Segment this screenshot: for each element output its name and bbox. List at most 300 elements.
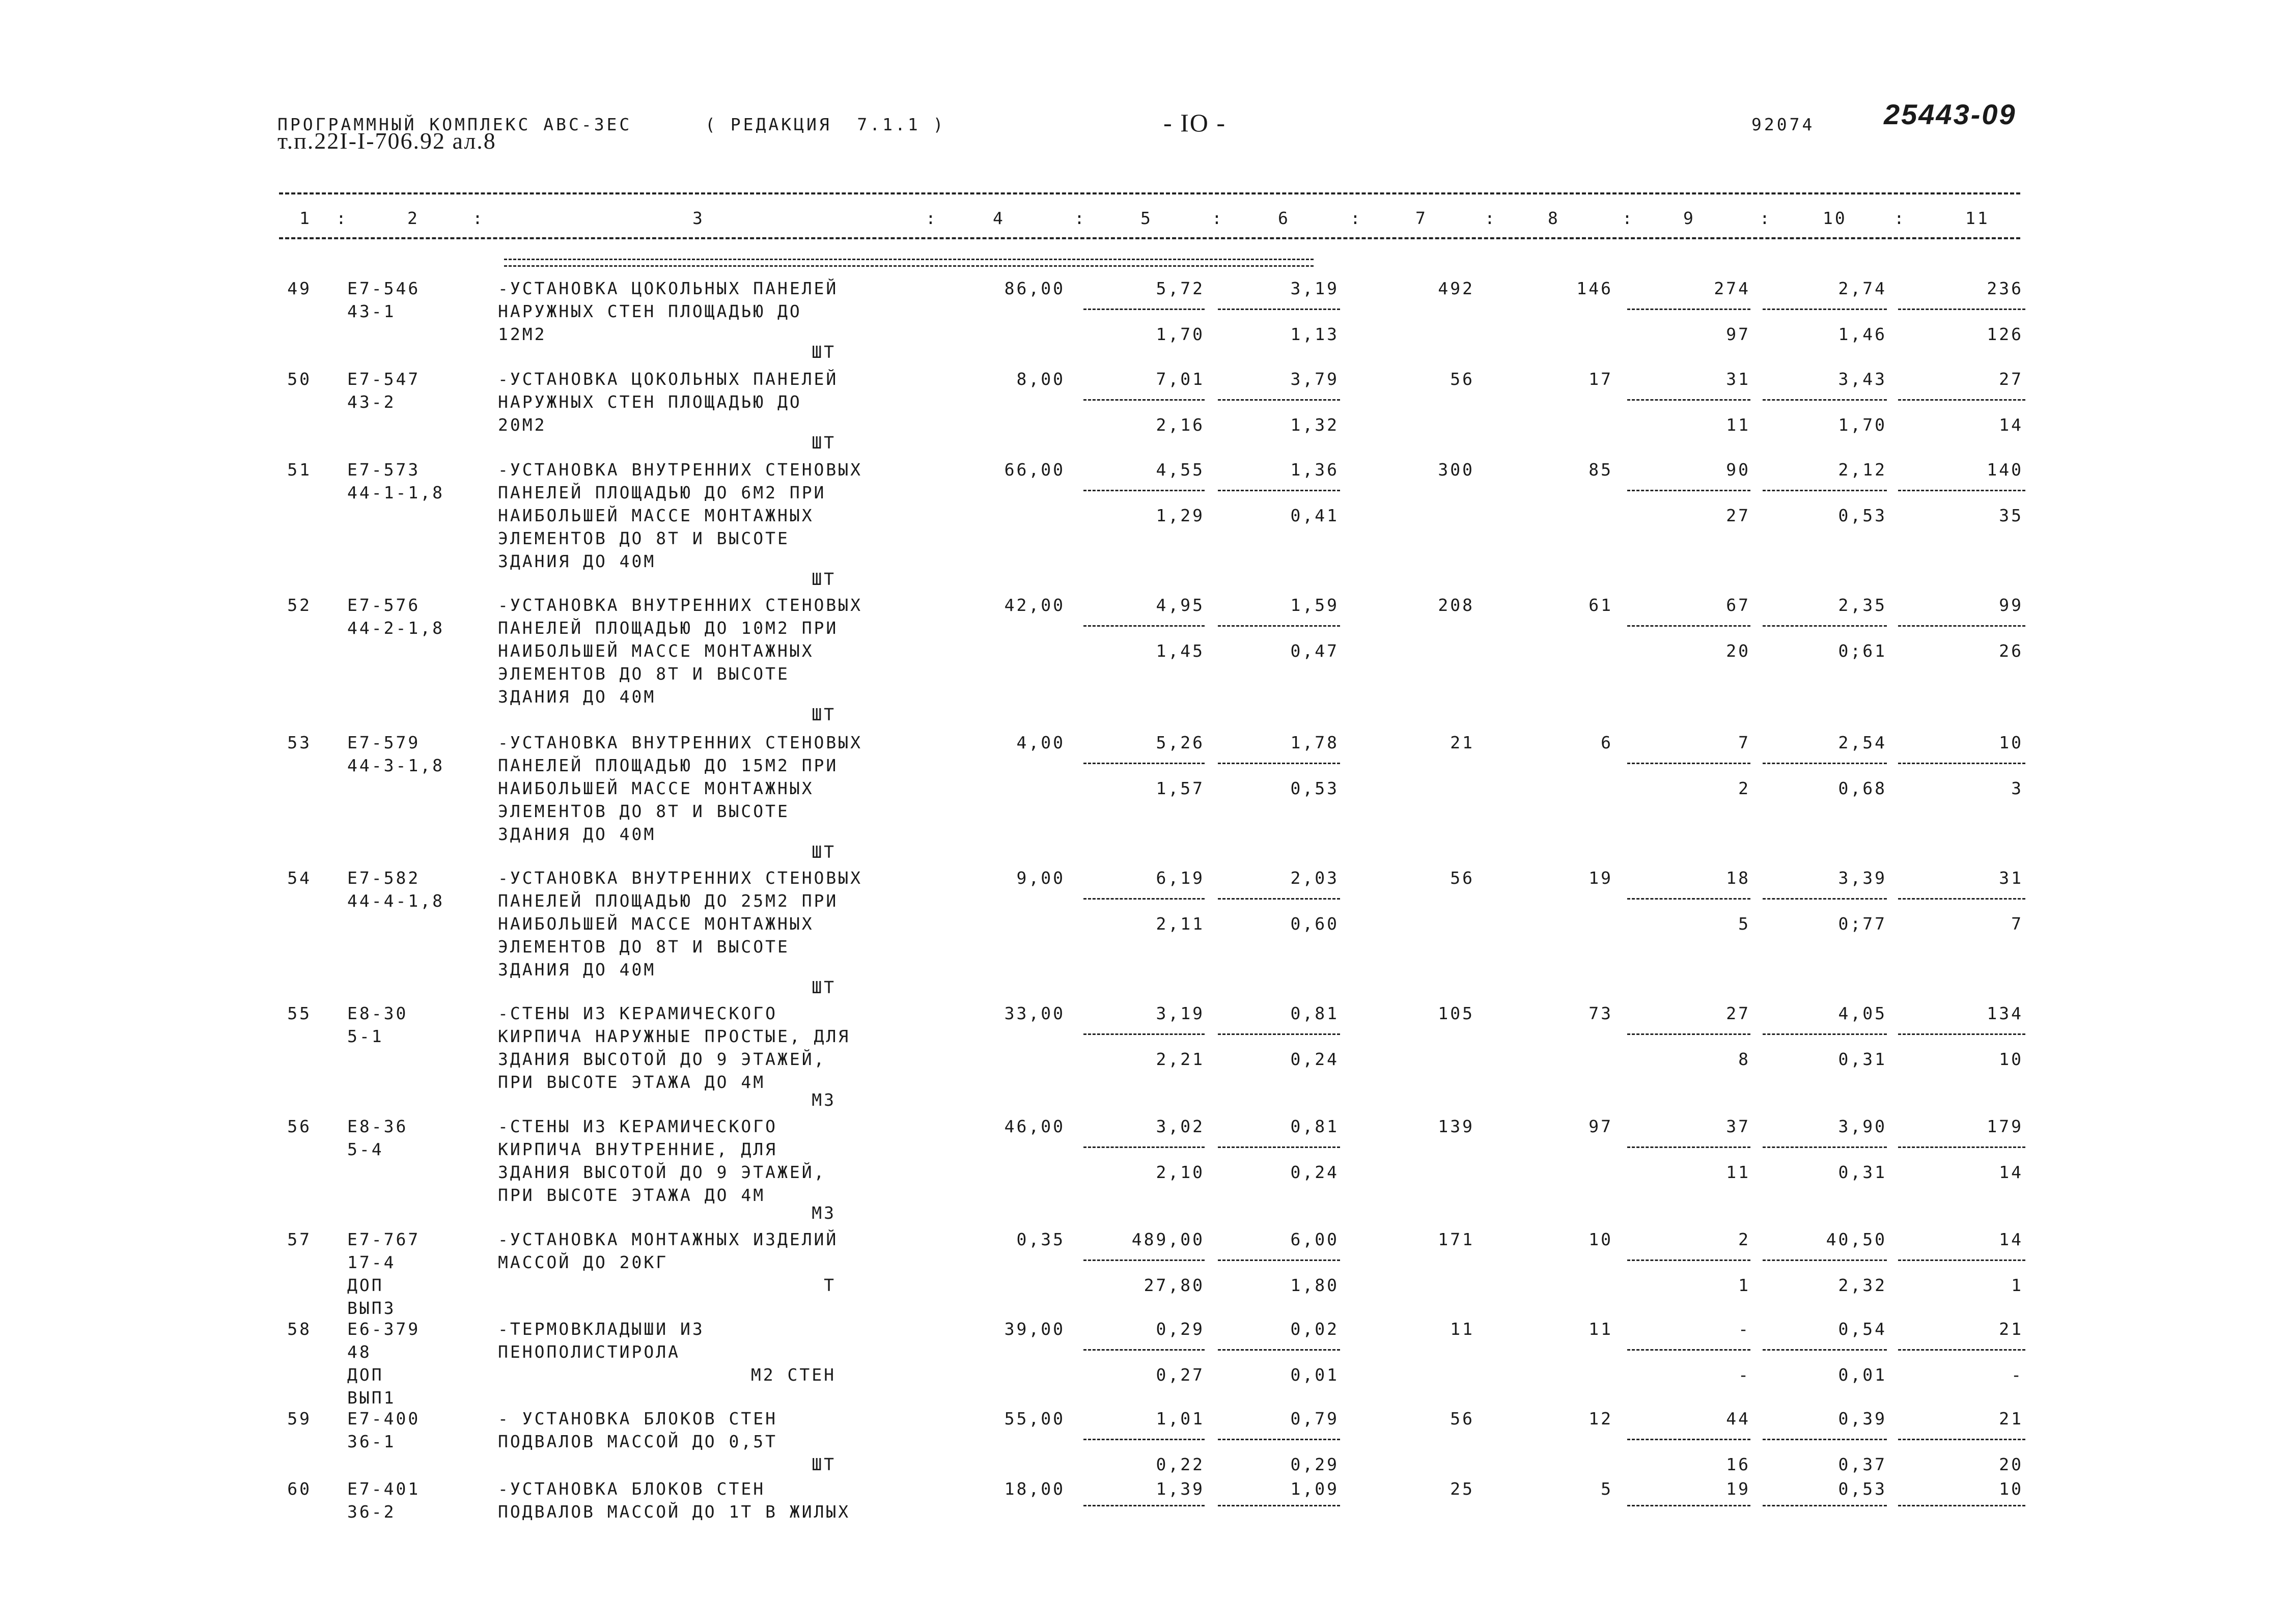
fraction-rule (1898, 763, 2025, 764)
value-c7: 11 (1450, 1319, 1474, 1339)
work-description: КИРПИЧА ВНУТРЕННИЕ, ДЛЯ (498, 1139, 777, 1159)
fraction-rule (1218, 1146, 1340, 1148)
quantity: 55,00 (1004, 1409, 1065, 1429)
work-description: ПЕНОПОЛИСТИРОЛА (498, 1342, 681, 1362)
rate-code: 43-1 (347, 301, 396, 321)
quantity: 42,00 (1004, 595, 1065, 615)
value-c5-top: 6,19 (1156, 868, 1205, 888)
column-number: 11 (1965, 208, 1990, 228)
fraction-rule (1898, 490, 2025, 491)
value-c11-bottom: 3 (2011, 778, 2023, 798)
fraction-rule (1763, 1349, 1887, 1351)
column-number: 7 (1415, 208, 1428, 228)
column-separator: : (1894, 208, 1906, 228)
value-c5-bottom: 2,11 (1156, 914, 1205, 934)
value-c6-bottom: 0,29 (1290, 1454, 1339, 1474)
unit-label: М3 (812, 1090, 836, 1110)
work-description: -ТЕРМОВКЛАДЫШИ ИЗ (498, 1319, 705, 1339)
value-c10-bottom: 0,01 (1838, 1365, 1887, 1385)
value-c10-bottom: 0,37 (1838, 1454, 1887, 1474)
fraction-rule (1763, 898, 1887, 900)
quantity: 46,00 (1004, 1116, 1065, 1136)
unit-label: М3 (812, 1203, 836, 1223)
fraction-rule (1763, 1259, 1887, 1261)
rate-code: Е7-767 (347, 1229, 421, 1249)
value-c10-top: 3,43 (1838, 369, 1887, 389)
value-c6-top: 3,79 (1290, 369, 1339, 389)
value-c11-bottom: 20 (1999, 1454, 2023, 1474)
value-c9-top: 90 (1726, 460, 1750, 480)
fraction-rule (1627, 1033, 1750, 1035)
value-c6-top: 0,02 (1290, 1319, 1339, 1339)
fraction-rule (1083, 763, 1205, 764)
work-description: -УСТАНОВКА ВНУТРЕННИХ СТЕНОВЫХ (498, 733, 863, 752)
value-c10-bottom: 0,31 (1838, 1049, 1887, 1069)
unit-label: ШТ (812, 842, 836, 862)
fraction-rule (1898, 898, 2025, 900)
work-description: ЗДАНИЯ ДО 40М (498, 551, 656, 571)
column-number: 9 (1683, 208, 1695, 228)
rate-code: 44-4-1,8 (347, 891, 444, 911)
value-c9-top: 27 (1726, 1003, 1750, 1023)
value-c8: 61 (1589, 595, 1613, 615)
value-c10-top: 3,39 (1838, 868, 1887, 888)
value-c9-bottom: - (1738, 1365, 1750, 1385)
value-c9-top: 18 (1726, 868, 1750, 888)
work-description: ЗДАНИЯ ДО 40М (498, 824, 656, 844)
quantity: 39,00 (1004, 1319, 1065, 1339)
value-c5-bottom: 0,22 (1156, 1454, 1205, 1474)
quantity: 4,00 (1016, 733, 1065, 752)
value-c11-top: 27 (1999, 369, 2023, 389)
value-c6-top: 6,00 (1290, 1229, 1339, 1249)
value-c11-top: 140 (1987, 460, 2023, 480)
value-c5-top: 5,72 (1156, 278, 1205, 298)
unit-label: М2 СТЕН (750, 1365, 836, 1385)
fraction-rule (1083, 898, 1205, 900)
rate-code: 44-2-1,8 (347, 618, 444, 638)
value-c8: 73 (1589, 1003, 1613, 1023)
fraction-rule (1763, 763, 1887, 764)
work-description: ЭЛЕМЕНТОВ ДО 8Т И ВЫСОТЕ (498, 801, 790, 821)
work-description: ПОДВАЛОВ МАССОЙ ДО 0,5Т (498, 1432, 777, 1451)
fraction-rule (1898, 1033, 2025, 1035)
rate-code: 43-2 (347, 392, 396, 412)
work-description: ЗДАНИЯ ВЫСОТОЙ ДО 9 ЭТАЖЕЙ, (498, 1049, 826, 1069)
work-description: ЗДАНИЯ ДО 40М (498, 687, 656, 707)
row-number: 55 (287, 1003, 312, 1023)
value-c6-top: 1,09 (1290, 1479, 1339, 1499)
fraction-rule (1763, 1146, 1887, 1148)
value-c9-top: - (1738, 1319, 1750, 1339)
quantity: 33,00 (1004, 1003, 1065, 1023)
value-c8: 6 (1601, 733, 1613, 752)
rate-code: Е7-582 (347, 868, 421, 888)
fraction-rule (1763, 309, 1887, 310)
column-number: 3 (692, 208, 705, 228)
fraction-rule (1763, 1033, 1887, 1035)
value-c11-bottom: 14 (1999, 1162, 2023, 1182)
unit-label: ШТ (812, 342, 836, 362)
value-c10-top: 4,05 (1838, 1003, 1887, 1023)
program-title: ПРОГРАММНЫЙ КОМПЛЕКС АВС-ЗЕС (277, 115, 632, 134)
work-description: ЗДАНИЯ ДО 40М (498, 960, 656, 979)
section-divider (504, 259, 1314, 267)
unit-label: ШТ (812, 433, 836, 453)
rate-code: Е7-400 (347, 1409, 421, 1429)
rate-code: Е8-36 (347, 1116, 408, 1136)
value-c5-bottom: 1,45 (1156, 641, 1205, 661)
value-c6-bottom: 1,13 (1290, 324, 1339, 344)
value-c10-bottom: 2,32 (1838, 1275, 1887, 1295)
fraction-rule (1083, 309, 1205, 310)
rate-code: 44-1-1,8 (347, 483, 444, 502)
work-description: НАИБОЛЬШЕЙ МАССЕ МОНТАЖНЫХ (498, 914, 814, 934)
value-c11-bottom: 26 (1999, 641, 2023, 661)
fraction-rule (1898, 1349, 2025, 1351)
work-description: -УСТАНОВКА ВНУТРЕННИХ СТЕНОВЫХ (498, 868, 863, 888)
value-c8: 97 (1589, 1116, 1613, 1136)
value-c10-top: 2,12 (1838, 460, 1887, 480)
value-c10-bottom: 0;77 (1838, 914, 1887, 934)
value-c9-bottom: 1 (1738, 1275, 1750, 1295)
value-c7: 208 (1438, 595, 1474, 615)
value-c11-top: 134 (1987, 1003, 2023, 1023)
work-description: 20М2 (498, 415, 547, 435)
value-c5-top: 3,02 (1156, 1116, 1205, 1136)
value-c7: 171 (1438, 1229, 1474, 1249)
work-description: ЗДАНИЯ ВЫСОТОЙ ДО 9 ЭТАЖЕЙ, (498, 1162, 826, 1182)
quantity: 86,00 (1004, 278, 1065, 298)
value-c9-top: 31 (1726, 369, 1750, 389)
work-description: НАИБОЛЬШЕЙ МАССЕ МОНТАЖНЫХ (498, 778, 814, 798)
rate-code: Е7-547 (347, 369, 421, 389)
column-number: 2 (407, 208, 420, 228)
value-c10-top: 0,53 (1838, 1479, 1887, 1499)
column-separator: : (1760, 208, 1772, 228)
fraction-rule (1627, 1349, 1750, 1351)
row-number: 49 (287, 278, 312, 298)
work-description: -УСТАНОВКА МОНТАЖНЫХ ИЗДЕЛИЙ (498, 1229, 839, 1249)
value-c11-bottom: 35 (1999, 506, 2023, 525)
column-separator: : (1622, 208, 1634, 228)
work-description: - УСТАНОВКА БЛОКОВ СТЕН (498, 1409, 777, 1429)
row-number: 58 (287, 1319, 312, 1339)
fraction-rule (1627, 1439, 1750, 1440)
fraction-rule (1627, 309, 1750, 310)
value-c6-top: 1,36 (1290, 460, 1339, 480)
work-description: МАССОЙ ДО 20КГ (498, 1252, 668, 1272)
row-number: 60 (287, 1479, 312, 1499)
fraction-rule (1083, 1033, 1205, 1035)
value-c10-top: 2,54 (1838, 733, 1887, 752)
fraction-rule (1763, 1505, 1887, 1506)
work-description: -СТЕНЫ ИЗ КЕРАМИЧЕСКОГО (498, 1003, 777, 1023)
column-number: 4 (993, 208, 1005, 228)
fraction-rule (1218, 1439, 1340, 1440)
value-c8: 11 (1589, 1319, 1613, 1339)
page-number: - IO - (1163, 108, 1227, 137)
rate-code: ВЫП3 (347, 1298, 396, 1318)
value-c11-top: 99 (1999, 595, 2023, 615)
quantity: 18,00 (1004, 1479, 1065, 1499)
fraction-rule (1083, 399, 1205, 401)
fraction-rule (1627, 898, 1750, 900)
fraction-rule (1763, 399, 1887, 401)
row-number: 57 (287, 1229, 312, 1249)
work-description: ЭЛЕМЕНТОВ ДО 8Т И ВЫСОТЕ (498, 664, 790, 684)
work-description: ПАНЕЛЕЙ ПЛОЩАДЬЮ ДО 25М2 ПРИ (498, 891, 839, 911)
value-c6-bottom: 0,24 (1290, 1049, 1339, 1069)
value-c5-bottom: 2,21 (1156, 1049, 1205, 1069)
value-c11-bottom: 1 (2011, 1275, 2023, 1295)
album-reference: т.п.22I-I-706.92 ал.8 (277, 128, 496, 154)
value-c9-bottom: 11 (1726, 1162, 1750, 1182)
value-c10-bottom: 0;61 (1838, 641, 1887, 661)
fraction-rule (1627, 1505, 1750, 1506)
rate-code: Е7-576 (347, 595, 421, 615)
value-c9-bottom: 5 (1738, 914, 1750, 934)
value-c11-bottom: 10 (1999, 1049, 2023, 1069)
value-c5-top: 3,19 (1156, 1003, 1205, 1023)
value-c6-top: 2,03 (1290, 868, 1339, 888)
column-separator: : (336, 208, 348, 228)
fraction-rule (1218, 490, 1340, 491)
fraction-rule (1218, 1033, 1340, 1035)
value-c10-top: 0,54 (1838, 1319, 1887, 1339)
column-number: 6 (1278, 208, 1290, 228)
unit-label: ШТ (812, 705, 836, 724)
rate-code: 5-1 (347, 1026, 384, 1046)
fraction-rule (1627, 1259, 1750, 1261)
value-c11-top: 179 (1987, 1116, 2023, 1136)
column-separator: : (1212, 208, 1224, 228)
value-c6-top: 0,81 (1290, 1003, 1339, 1023)
fraction-rule (1627, 763, 1750, 764)
value-c5-bottom: 27,80 (1144, 1275, 1205, 1295)
value-c6-bottom: 1,80 (1290, 1275, 1339, 1295)
rate-code: 44-3-1,8 (347, 755, 444, 775)
fraction-rule (1083, 625, 1205, 627)
value-c7: 56 (1450, 1409, 1474, 1429)
quantity: 9,00 (1016, 868, 1065, 888)
value-c9-bottom: 27 (1726, 506, 1750, 525)
work-description: НАРУЖНЫХ СТЕН ПЛОЩАДЬЮ ДО (498, 392, 802, 412)
rate-code: ВЫП1 (347, 1388, 396, 1408)
fraction-rule (1898, 309, 2025, 310)
value-c5-bottom: 1,57 (1156, 778, 1205, 798)
work-description: ПРИ ВЫСОТЕ ЭТАЖА ДО 4М (498, 1185, 766, 1205)
fraction-rule (1898, 1259, 2025, 1261)
value-c7: 25 (1450, 1479, 1474, 1499)
value-c6-bottom: 0,24 (1290, 1162, 1339, 1182)
value-c11-top: 10 (1999, 733, 2023, 752)
fraction-rule (1083, 1439, 1205, 1440)
value-c11-bottom: 14 (1999, 415, 2023, 435)
rate-code: Е6-379 (347, 1319, 421, 1339)
rate-code: Е7-401 (347, 1479, 421, 1499)
work-description: ПАНЕЛЕЙ ПЛОЩАДЬЮ ДО 10М2 ПРИ (498, 618, 839, 638)
value-c10-bottom: 1,46 (1838, 324, 1887, 344)
column-separator: : (1485, 208, 1497, 228)
work-description: ПАНЕЛЕЙ ПЛОЩАДЬЮ ДО 15М2 ПРИ (498, 755, 839, 775)
value-c5-top: 1,01 (1156, 1409, 1205, 1429)
rate-code: 48 (347, 1342, 372, 1362)
value-c9-top: 2 (1738, 1229, 1750, 1249)
value-c5-top: 4,55 (1156, 460, 1205, 480)
fraction-rule (1898, 625, 2025, 627)
value-c10-top: 40,50 (1826, 1229, 1887, 1249)
fraction-rule (1218, 309, 1340, 310)
unit-label: ШТ (812, 977, 836, 997)
value-c11-bottom: 126 (1987, 324, 2023, 344)
work-description: 12М2 (498, 324, 547, 344)
rate-code: 36-1 (347, 1432, 396, 1451)
row-number: 50 (287, 369, 312, 389)
fraction-rule (1763, 1439, 1887, 1440)
column-number: 10 (1823, 208, 1847, 228)
fraction-rule (1898, 399, 2025, 401)
rate-code: Е7-579 (347, 733, 421, 752)
quantity: 8,00 (1016, 369, 1065, 389)
fraction-rule (1898, 1505, 2025, 1506)
work-description: НАИБОЛЬШЕЙ МАССЕ МОНТАЖНЫХ (498, 641, 814, 661)
fraction-rule (1218, 763, 1340, 764)
rate-code: 36-2 (347, 1502, 396, 1522)
row-number: 54 (287, 868, 312, 888)
value-c5-bottom: 0,27 (1156, 1365, 1205, 1385)
value-c9-top: 44 (1726, 1409, 1750, 1429)
unit-label: ШТ (812, 1454, 836, 1474)
value-c10-bottom: 0,31 (1838, 1162, 1887, 1182)
fraction-rule (1083, 1146, 1205, 1148)
fraction-rule (1218, 1505, 1340, 1506)
value-c6-bottom: 0,53 (1290, 778, 1339, 798)
column-number: 8 (1548, 208, 1560, 228)
value-c10-top: 2,35 (1838, 595, 1887, 615)
quantity: 66,00 (1004, 460, 1065, 480)
value-c8: 17 (1589, 369, 1613, 389)
value-c10-bottom: 0,68 (1838, 778, 1887, 798)
rate-code: 17-4 (347, 1252, 396, 1272)
rate-code: ДОП (347, 1365, 384, 1385)
work-description: -УСТАНОВКА ВНУТРЕННИХ СТЕНОВЫХ (498, 595, 863, 615)
work-description: -СТЕНЫ ИЗ КЕРАМИЧЕСКОГО (498, 1116, 777, 1136)
fraction-rule (1218, 898, 1340, 900)
fraction-rule (1083, 490, 1205, 491)
row-number: 56 (287, 1116, 312, 1136)
value-c5-top: 7,01 (1156, 369, 1205, 389)
value-c6-bottom: 1,32 (1290, 415, 1339, 435)
work-description: ПРИ ВЫСОТЕ ЭТАЖА ДО 4М (498, 1072, 766, 1092)
value-c9-top: 19 (1726, 1479, 1750, 1499)
value-c8: 5 (1601, 1479, 1613, 1499)
value-c9-top: 37 (1726, 1116, 1750, 1136)
fraction-rule (1627, 399, 1750, 401)
row-number: 53 (287, 733, 312, 752)
work-description: -УСТАНОВКА ЦОКОЛЬНЫХ ПАНЕЛЕЙ (498, 369, 839, 389)
value-c7: 492 (1438, 278, 1474, 298)
rate-code: Е7-573 (347, 460, 421, 480)
value-c7: 105 (1438, 1003, 1474, 1023)
fraction-rule (1627, 625, 1750, 627)
value-c5-top: 489,00 (1131, 1229, 1205, 1249)
value-c5-top: 5,26 (1156, 733, 1205, 752)
header-rule-bottom (279, 237, 2020, 239)
value-c7: 56 (1450, 868, 1474, 888)
value-c10-top: 2,74 (1838, 278, 1887, 298)
work-description: НАРУЖНЫХ СТЕН ПЛОЩАДЬЮ ДО (498, 301, 802, 321)
value-c6-bottom: 0,60 (1290, 914, 1339, 934)
work-description: ПАНЕЛЕЙ ПЛОЩАДЬЮ ДО 6М2 ПРИ (498, 483, 826, 502)
fraction-rule (1218, 399, 1340, 401)
value-c6-top: 0,81 (1290, 1116, 1339, 1136)
document-number: 25443-09 (1884, 98, 2017, 130)
fraction-rule (1083, 1259, 1205, 1261)
value-c11-top: 14 (1999, 1229, 2023, 1249)
rate-code: Е7-546 (347, 278, 421, 298)
value-c6-top: 1,78 (1290, 733, 1339, 752)
value-c7: 21 (1450, 733, 1474, 752)
work-description: -УСТАНОВКА ВНУТРЕННИХ СТЕНОВЫХ (498, 460, 863, 480)
fraction-rule (1083, 1349, 1205, 1351)
column-separator: : (1350, 208, 1362, 228)
value-c6-bottom: 0,41 (1290, 506, 1339, 525)
quantity: 0,35 (1016, 1229, 1065, 1249)
value-c11-top: 31 (1999, 868, 2023, 888)
fraction-rule (1627, 1146, 1750, 1148)
fraction-rule (1763, 625, 1887, 627)
value-c5-top: 1,39 (1156, 1479, 1205, 1499)
value-c11-top: 10 (1999, 1479, 2023, 1499)
value-c11-top: 21 (1999, 1409, 2023, 1429)
value-c8: 146 (1576, 278, 1613, 298)
value-c6-top: 3,19 (1290, 278, 1339, 298)
value-c10-bottom: 0,53 (1838, 506, 1887, 525)
work-description: -УСТАНОВКА ЦОКОЛЬНЫХ ПАНЕЛЕЙ (498, 278, 839, 298)
value-c5-top: 0,29 (1156, 1319, 1205, 1339)
value-c6-bottom: 0,01 (1290, 1365, 1339, 1385)
column-number: 5 (1140, 208, 1153, 228)
row-number: 52 (287, 595, 312, 615)
work-description: ПОДВАЛОВ МАССОЙ ДО 1Т В ЖИЛЫХ (498, 1502, 851, 1522)
value-c9-bottom: 8 (1738, 1049, 1750, 1069)
fraction-rule (1898, 1439, 2025, 1440)
column-separator: : (472, 208, 485, 228)
rate-code: 5-4 (347, 1139, 384, 1159)
work-description: ЭЛЕМЕНТОВ ДО 8Т И ВЫСОТЕ (498, 937, 790, 957)
work-description: -УСТАНОВКА БЛОКОВ СТЕН (498, 1479, 766, 1499)
header-rule-top (279, 192, 2020, 194)
value-c8: 19 (1589, 868, 1613, 888)
value-c9-bottom: 2 (1738, 778, 1750, 798)
value-c11-top: 236 (1987, 278, 2023, 298)
fraction-rule (1218, 1259, 1340, 1261)
value-c5-bottom: 2,10 (1156, 1162, 1205, 1182)
value-c9-top: 274 (1714, 278, 1750, 298)
value-c5-bottom: 1,70 (1156, 324, 1205, 344)
value-c9-bottom: 97 (1726, 324, 1750, 344)
value-c8: 10 (1589, 1229, 1613, 1249)
fraction-rule (1898, 1146, 2025, 1148)
value-c8: 12 (1589, 1409, 1613, 1429)
value-c11-bottom: - (2011, 1365, 2023, 1385)
value-c10-top: 3,90 (1838, 1116, 1887, 1136)
column-number: 1 (299, 208, 312, 228)
work-description: ЭЛЕМЕНТОВ ДО 8Т И ВЫСОТЕ (498, 528, 790, 548)
value-c9-top: 7 (1738, 733, 1750, 752)
value-c11-top: 21 (1999, 1319, 2023, 1339)
